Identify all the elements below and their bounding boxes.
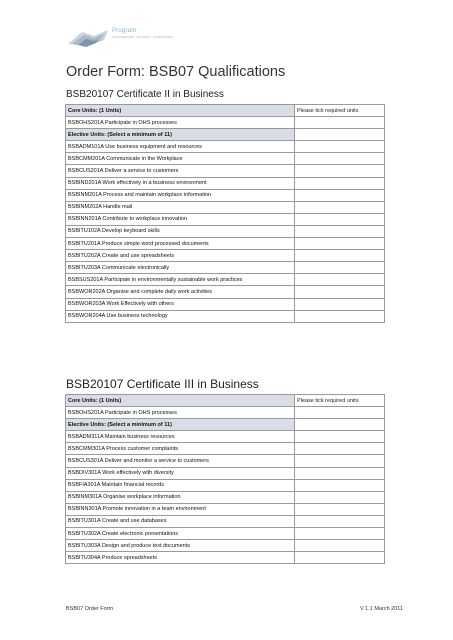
page-title: Order Form: BSB07 Qualifications bbox=[66, 64, 286, 80]
unit-name: BSBADM311A Maintain business resources bbox=[66, 431, 295, 443]
elective-units-header: Elective Units: (Select a minimum of 11) bbox=[66, 129, 295, 141]
unit-tick-box[interactable] bbox=[295, 540, 385, 552]
unit-name: BSBITU203A Communicate electronically bbox=[66, 262, 295, 274]
unit-name: BSBFIA301A Maintain financial records bbox=[66, 479, 295, 491]
unit-tick-box[interactable] bbox=[295, 213, 385, 225]
unit-name: BSBWOR203A Work Effectively with others bbox=[66, 298, 295, 310]
table-row bbox=[66, 153, 385, 165]
table-row bbox=[66, 431, 385, 443]
unit-tick-box[interactable] bbox=[295, 165, 385, 177]
table-row bbox=[66, 515, 385, 527]
unit-tick-box[interactable] bbox=[295, 552, 385, 564]
header-blank-cell bbox=[295, 419, 385, 431]
table-row bbox=[66, 238, 385, 250]
table-row bbox=[66, 286, 385, 298]
table-row bbox=[66, 298, 385, 310]
unit-tick-box[interactable] bbox=[295, 407, 385, 419]
table-row bbox=[66, 250, 385, 262]
unit-tick-box[interactable] bbox=[295, 201, 385, 213]
table-row bbox=[66, 479, 385, 491]
unit-tick-box[interactable] bbox=[295, 491, 385, 503]
section-title-cert-ii: BSB20107 Certificate II in Business bbox=[66, 89, 224, 100]
core-units-header: Core Units: (1 Units) bbox=[66, 105, 295, 117]
footer-version: V 1.1 March 2011 bbox=[359, 606, 403, 612]
unit-name: BSBITU102A Develop keyboard skills bbox=[66, 225, 295, 237]
units-table-cert-iii bbox=[65, 394, 385, 564]
unit-name: BSBINM301A Organise workplace information bbox=[66, 491, 295, 503]
unit-name: BSBITU201A Produce simple word processed documents bbox=[66, 238, 295, 250]
unit-tick-box[interactable] bbox=[295, 262, 385, 274]
table-row bbox=[66, 117, 385, 129]
table-row bbox=[66, 467, 385, 479]
unit-tick-box[interactable] bbox=[295, 225, 385, 237]
unit-tick-box[interactable] bbox=[295, 479, 385, 491]
elective-units-header: Elective Units: (Select a minimum of 11) bbox=[66, 419, 295, 431]
unit-name: BSBINM202A Handle mail bbox=[66, 201, 295, 213]
unit-name: BSBCUS301A Deliver and monitor a service to customers bbox=[66, 455, 295, 467]
section-title-cert-iii: BSB20107 Certificate III in Business bbox=[66, 377, 259, 391]
table-row bbox=[66, 310, 385, 322]
table-row bbox=[66, 262, 385, 274]
unit-name: BSBITU303A Design and produce text documents bbox=[66, 540, 295, 552]
unit-name: BSBINN201A Contribute to workplace innovation bbox=[66, 213, 295, 225]
elective-units-header-row bbox=[66, 419, 385, 431]
core-units-header: Core Units: (1 Units) bbox=[66, 395, 295, 407]
company-logo bbox=[64, 26, 174, 56]
units-table-cert-ii bbox=[65, 104, 385, 323]
unit-tick-box[interactable] bbox=[295, 455, 385, 467]
unit-name: BSBINM201A Process and maintain workplace information bbox=[66, 189, 295, 201]
header-blank-cell bbox=[295, 129, 385, 141]
table-row bbox=[66, 201, 385, 213]
table-row bbox=[66, 189, 385, 201]
unit-tick-box[interactable] bbox=[295, 286, 385, 298]
tick-instruction: Please tick required units bbox=[295, 395, 385, 407]
core-units-header-row bbox=[66, 105, 385, 117]
unit-name: BSBINN301A Promote innovation in a team environment bbox=[66, 503, 295, 515]
unit-name: BSBOHS201A Participate in OHS processes bbox=[66, 117, 295, 129]
unit-tick-box[interactable] bbox=[295, 431, 385, 443]
unit-tick-box[interactable] bbox=[295, 189, 385, 201]
unit-tick-box[interactable] bbox=[295, 467, 385, 479]
unit-name: BSBITU301A Create and use databases bbox=[66, 515, 295, 527]
unit-name: BSBCMM201A Communicate in the Workplace bbox=[66, 153, 295, 165]
unit-tick-box[interactable] bbox=[295, 238, 385, 250]
unit-tick-box[interactable] bbox=[295, 153, 385, 165]
unit-name: BSBCMM301A Process customer complaints bbox=[66, 443, 295, 455]
table-row bbox=[66, 225, 385, 237]
unit-name: BSBSUS201A Participate in environmentally sustainable work practices bbox=[66, 274, 295, 286]
unit-name: BSBIND201A Work effectively in a business environment bbox=[66, 177, 295, 189]
table-row bbox=[66, 213, 385, 225]
unit-tick-box[interactable] bbox=[295, 274, 385, 286]
unit-name: BSBITU304A Produce spreadsheets bbox=[66, 552, 295, 564]
table-row bbox=[66, 141, 385, 153]
logo-graphic-icon bbox=[64, 26, 112, 50]
table-row bbox=[66, 491, 385, 503]
table-row bbox=[66, 455, 385, 467]
table-row bbox=[66, 503, 385, 515]
unit-tick-box[interactable] bbox=[295, 298, 385, 310]
table-row bbox=[66, 407, 385, 419]
core-units-header-row bbox=[66, 395, 385, 407]
unit-name: BSBOHS201A Participate in OHS processes bbox=[66, 407, 295, 419]
unit-tick-box[interactable] bbox=[295, 250, 385, 262]
table-row bbox=[66, 165, 385, 177]
table-row bbox=[66, 443, 385, 455]
logo-text: Program bbox=[112, 28, 137, 34]
elective-units-header-row bbox=[66, 129, 385, 141]
unit-tick-box[interactable] bbox=[295, 310, 385, 322]
table-row bbox=[66, 540, 385, 552]
unit-tick-box[interactable] bbox=[295, 443, 385, 455]
unit-tick-box[interactable] bbox=[295, 515, 385, 527]
unit-name: BSBCUS201A Deliver a service to customers bbox=[66, 165, 295, 177]
tick-instruction: Please tick required units bbox=[295, 105, 385, 117]
table-row bbox=[66, 177, 385, 189]
table-row bbox=[66, 274, 385, 286]
footer-document-name: BSB07 Order Form bbox=[66, 606, 114, 612]
unit-name: BSBWOR204A Use business technology bbox=[66, 310, 295, 322]
table-row bbox=[66, 552, 385, 564]
logo-subtext: COURSEWARE · TRAINING · ASSESSMENT bbox=[112, 35, 174, 39]
unit-name: BSBITU302A Create electronic presentations bbox=[66, 528, 295, 540]
unit-tick-box[interactable] bbox=[295, 141, 385, 153]
unit-name: BSBADM101A Use business equipment and resources bbox=[66, 141, 295, 153]
table-row bbox=[66, 528, 385, 540]
unit-name: BSBITU202A Create and use spreadsheets bbox=[66, 250, 295, 262]
unit-tick-box[interactable] bbox=[295, 117, 385, 129]
unit-name: BSBDIV301A Work effectively with diversity bbox=[66, 467, 295, 479]
unit-tick-box[interactable] bbox=[295, 503, 385, 515]
unit-tick-box[interactable] bbox=[295, 528, 385, 540]
unit-tick-box[interactable] bbox=[295, 177, 385, 189]
unit-name: BSBWOR202A Organise and complete daily work activities bbox=[66, 286, 295, 298]
